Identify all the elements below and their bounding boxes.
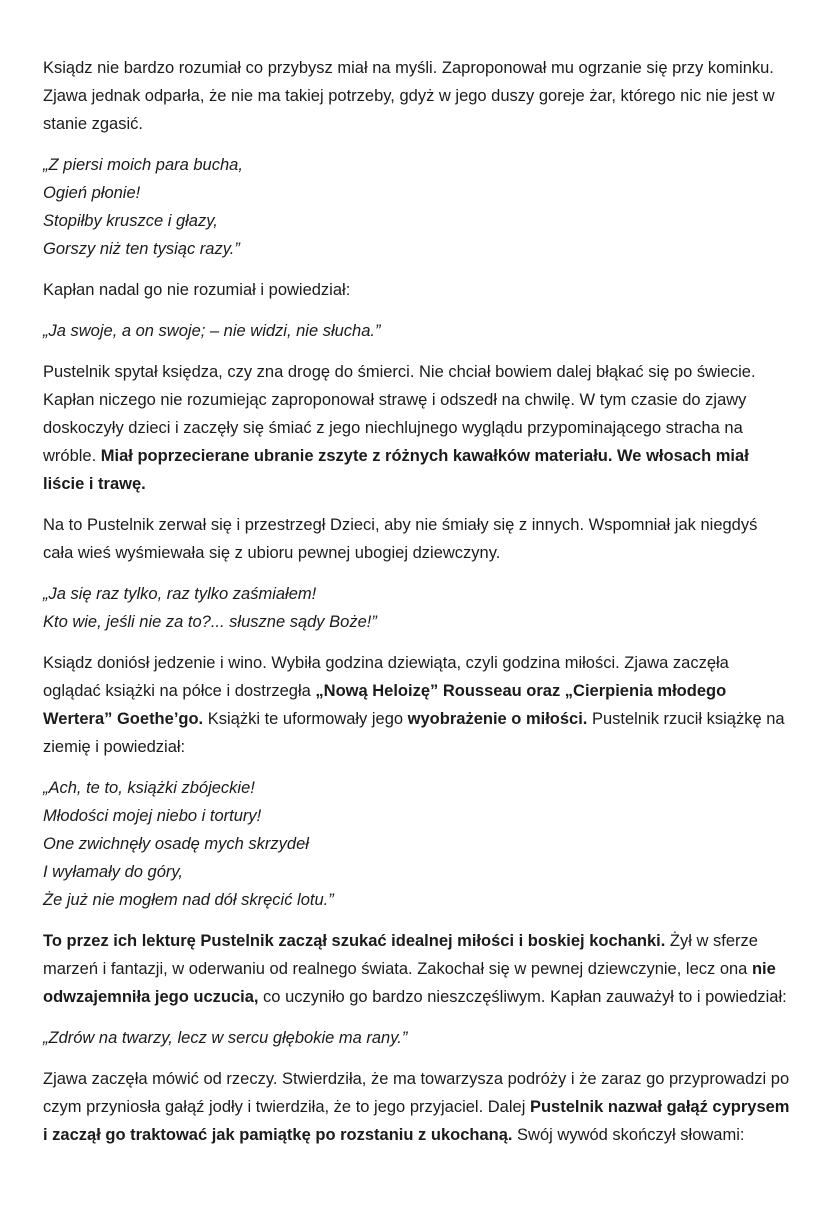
verse-line: Że już nie mogłem nad dół skręcić lotu.” <box>43 891 334 909</box>
paragraph <box>43 649 790 761</box>
bold-text-run: nie odwzajemniła jego uczucia, <box>43 960 776 1006</box>
bold-text-run: „Nową Heloizę” Rousseau oraz „Cierpienia młodego Wertera” Goethe’go. <box>43 682 727 728</box>
verse-quote <box>43 774 790 914</box>
verse-quote <box>43 317 790 345</box>
verse-quote <box>43 580 790 636</box>
text-run: Pustelnik spytał księdza, czy zna drogę do śmierci. Nie chciał bowiem dalej błąkać się po świecie. Kapłan niczego nie rozumiejąc zaproponował strawę i odszedł na chwilę. W tym czasie do zjawy doskoczyły dzieci i zaczęły się śmiać z jego niechlujnego wyglądu przypominającego stracha na wróble. <box>43 363 756 465</box>
bold-text-run: Miał poprzecierane ubranie zszyte z różnych kawałków materiału. We włosach miał liście i trawę. <box>43 447 749 493</box>
verse-line: Młodości mojej niebo i tortury! <box>43 807 262 825</box>
verse-line: Gorszy niż ten tysiąc razy.” <box>43 240 240 258</box>
paragraph <box>43 276 790 304</box>
verse-quote <box>43 151 790 263</box>
text-run: Na to Pustelnik zerwał się i przestrzegł Dzieci, aby nie śmiały się z innych. Wspomniał jak niegdyś cała wieś wyśmiewała się z ubioru pewnej ubogiej dziewczyny. <box>43 516 758 562</box>
verse-line: „Zdrów na twarzy, lecz w sercu głębokie ma rany.” <box>43 1029 408 1047</box>
verse-line: One zwichnęły osadę mych skrzydeł <box>43 835 309 853</box>
verse-line: „Ja swoje, a on swoje; – nie widzi, nie słucha.” <box>43 322 381 340</box>
paragraph <box>43 927 790 1011</box>
text-run: Swój wywód skończył słowami: <box>512 1126 745 1144</box>
verse-quote <box>43 1024 790 1052</box>
bold-text-run: Pustelnik nazwał gałąź cyprysem i zaczął go traktować jak pamiątkę po rozstaniu z ukochaną. <box>43 1098 790 1144</box>
text-run: Ksiądz nie bardzo rozumiał co przybysz miał na myśli. Zaproponował mu ogrzanie się przy kominku. Zjawa jednak odparła, że nie ma takiej potrzeby, gdyż w jego duszy goreje żar, którego nic nie jest w stanie zgasić. <box>43 59 775 133</box>
text-run: Pustelnik rzucił książkę na ziemię i powiedział: <box>43 710 785 756</box>
verse-line: Ogień płonie! <box>43 184 141 202</box>
text-run: Kapłan nadal go nie rozumiał i powiedział: <box>43 281 351 299</box>
verse-line: „Z piersi moich para bucha, <box>43 156 243 174</box>
verse-line: „Ach, te to, książki zbójeckie! <box>43 779 255 797</box>
verse-line: Kto wie, jeśli nie za to?... słuszne sądy Boże!” <box>43 613 377 631</box>
paragraph <box>43 54 790 138</box>
text-run: Zjawa zaczęła mówić od rzeczy. Stwierdziła, że ma towarzysza podróży i że zaraz go przyprowadzi po czym przyniosła gałąź jodły i twierdziła, że to jego przyjaciel. Dalej <box>43 1070 790 1116</box>
verse-line: „Ja się raz tylko, raz tylko zaśmiałem! <box>43 585 317 603</box>
text-run: Książki te uformowały jego <box>203 710 408 728</box>
text-run: Żył w sferze marzeń i fantazji, w oderwaniu od realnego świata. Zakochał się w pewnej dziewczynie, lecz ona <box>43 932 758 978</box>
bold-text-run: wyobrażenie o miłości. <box>407 710 588 728</box>
verse-line: Stopiłby kruszce i głazy, <box>43 212 218 230</box>
document-content <box>43 54 790 1149</box>
bold-text-run: To przez ich lekturę Pustelnik zaczął szukać idealnej miłości i boskiej kochanki. <box>43 932 666 950</box>
text-run: co uczyniło go bardzo nieszczęśliwym. Kapłan zauważył to i powiedział: <box>258 988 787 1006</box>
paragraph <box>43 1065 790 1149</box>
text-run: Ksiądz doniósł jedzenie i wino. Wybiła godzina dziewiąta, czyli godzina miłości. Zjawa zaczęła oglądać książki na półce i dostrzegła <box>43 654 729 700</box>
paragraph <box>43 511 790 567</box>
paragraph <box>43 358 790 498</box>
verse-line: I wyłamały do góry, <box>43 863 183 881</box>
